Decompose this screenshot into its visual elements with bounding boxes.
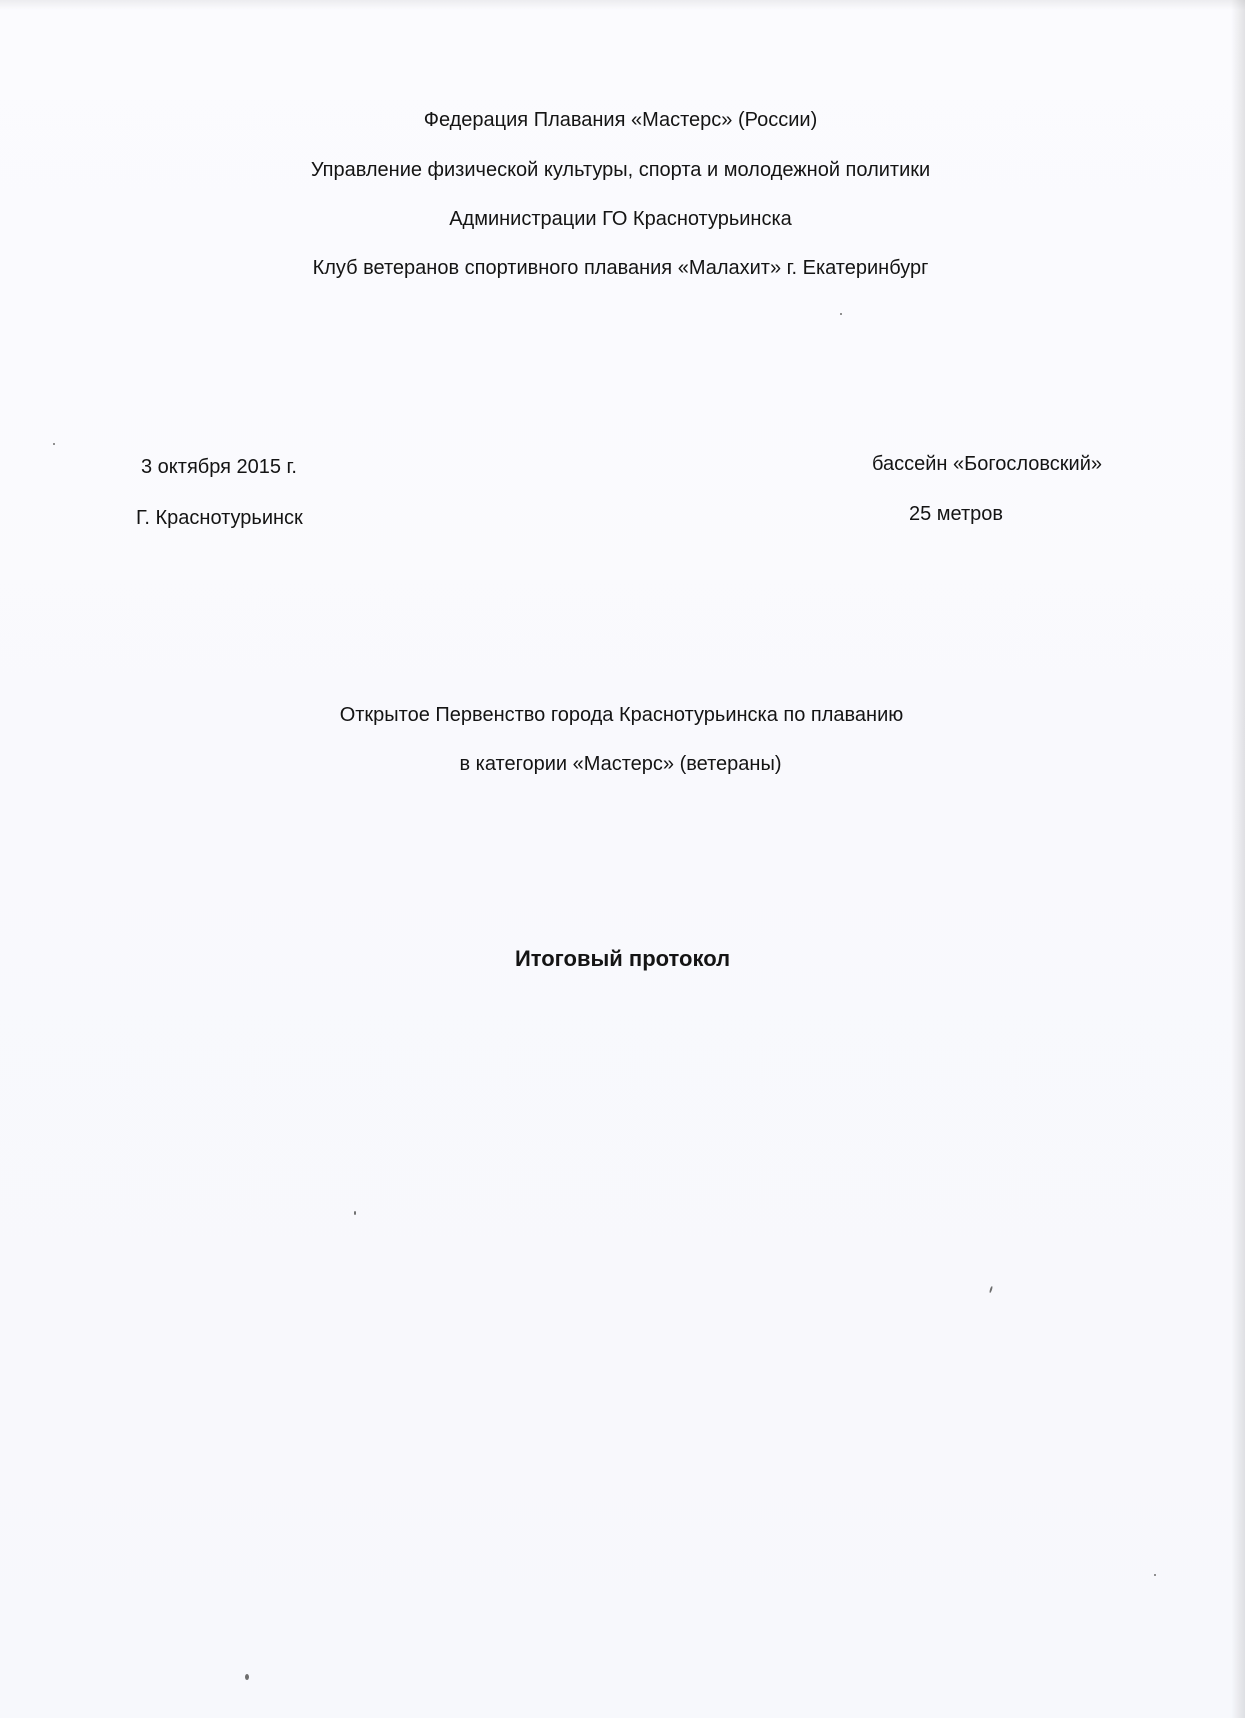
scan-speck <box>354 1211 356 1215</box>
header-administration: Администрации ГО Краснотурьинска <box>449 208 792 230</box>
scan-speck <box>1154 1574 1156 1576</box>
pool-name: бассейн «Богословский» <box>872 453 1102 475</box>
scan-speck <box>53 443 55 445</box>
competition-date: 3 октября 2015 г. <box>141 456 297 478</box>
pool-length: 25 метров <box>909 503 1004 525</box>
scan-speck <box>989 1286 993 1293</box>
header-department: Управление физической культуры, спорта и молодежной политики <box>310 159 931 181</box>
header-federation: Федерация Плавания «Мастерс» (России) <box>423 109 818 131</box>
protocol-title: Итоговый протокол <box>514 946 731 971</box>
scan-speck <box>245 1674 249 1680</box>
event-title-line-1: Открытое Первенство города Краснотурьинска по плаванию <box>339 704 904 726</box>
scan-top-shadow <box>0 0 1245 10</box>
event-title-line-2: в категории «Мастерс» (ветераны) <box>459 753 782 775</box>
competition-city: Г. Краснотурьинск <box>136 507 303 529</box>
scan-speck <box>840 313 842 315</box>
header-club: Клуб ветеранов спортивного плавания «Малахит» г. Екатеринбург <box>312 257 929 279</box>
